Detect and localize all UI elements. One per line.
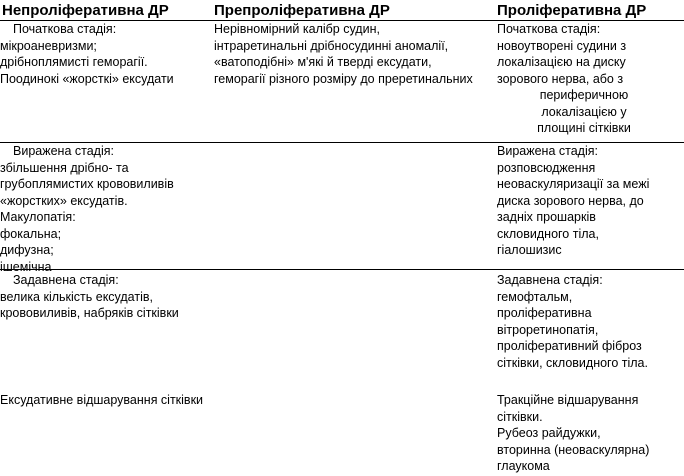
row2-col3-line: Виражена стадія: bbox=[497, 144, 598, 158]
row1-col1-cell bbox=[0, 21, 174, 87]
row1-col1-line: дрібноплямисті геморагії. bbox=[0, 55, 148, 69]
row3-col3-line: Задавнена стадія: bbox=[497, 273, 603, 287]
row3-col3-line: вітроретинопатія, bbox=[497, 322, 599, 337]
row3-col1-line: Задавнена стадія: bbox=[13, 273, 119, 287]
row2-col1-line: фокальна; bbox=[0, 226, 62, 241]
row3-col3-line: проліферативний фіброз bbox=[497, 339, 642, 353]
row1-col2-cell bbox=[214, 21, 473, 87]
row3-col1-line: велика кількість ексудатів, bbox=[0, 289, 153, 304]
row2-col1-line: дифузна; bbox=[0, 243, 54, 257]
row4-col3-line: сітківки. bbox=[497, 409, 543, 424]
header-col-2: Препроліферативна ДР bbox=[214, 2, 390, 19]
row1-col2-line: «ватоподібні» м'які й тверді ексудати, bbox=[214, 55, 432, 69]
row3-col3-line: сітківки, скловидного тіла. bbox=[497, 355, 648, 370]
row3-col1-cell bbox=[0, 272, 179, 322]
row3-col1-line: крововиливів, набряків сітківки bbox=[0, 306, 179, 320]
row2-col1-line: збільшення дрібно- та bbox=[0, 160, 129, 175]
row2-col3-line: задніх прошарків bbox=[497, 210, 596, 224]
row1-col3-line: зорового нерва, або з bbox=[497, 71, 624, 86]
row2-col1-line: Виражена стадія: bbox=[13, 144, 114, 158]
row2-col3-line: скловидного тіла, bbox=[497, 226, 599, 241]
row4-col3-cell bbox=[497, 392, 649, 475]
row2-col3-line: гіалошизис bbox=[497, 243, 562, 257]
row1-col2-line: Нерівномірний калібр судин, bbox=[214, 22, 380, 36]
row2-col3-line: неоваскуляризації за межі bbox=[497, 177, 650, 191]
row3-col3-line: гемофтальм, bbox=[497, 289, 573, 304]
row1-col2-line: інтраретинальні дрібносудинні аномалії, bbox=[214, 38, 449, 53]
row1-col1-line: Початкова стадія: bbox=[13, 22, 117, 36]
row2-col1-cell bbox=[0, 143, 174, 275]
row2-col1-line: грубоплямистих крововиливів bbox=[0, 177, 174, 191]
row1-col3-line: новоутворені судини з bbox=[497, 38, 627, 53]
header-col-1: Непроліферативна ДР bbox=[2, 2, 169, 19]
row2-col3-line: диска зорового нерва, до bbox=[497, 193, 644, 208]
row4-col3-line: вторинна (неоваскулярна) bbox=[497, 442, 650, 457]
row1-col3-line: локалізацією на диску bbox=[497, 55, 626, 69]
row2-col1-line: Макулопатія: bbox=[0, 210, 76, 224]
row2-col1-line: «жорстких» ексудатів. bbox=[0, 193, 128, 208]
header-col-3: Проліферативна ДР bbox=[497, 2, 647, 19]
row2-col3-cell bbox=[497, 143, 649, 259]
row1-col3-line: Початкова стадія: bbox=[497, 22, 601, 36]
row4-col3-line: глаукома bbox=[497, 459, 550, 473]
row4-col1-line: Ексудативне відшарування сітківки bbox=[0, 393, 204, 407]
row1-col3-line: площині сітківки bbox=[537, 121, 631, 135]
row2-col1-line: ішемічна bbox=[0, 259, 52, 274]
row1-col2-line: геморагії різного розміру до преретинальних bbox=[214, 71, 473, 86]
row1-col3-line: локалізацією у bbox=[541, 104, 627, 119]
row4-col1-cell bbox=[0, 392, 203, 409]
row3-col3-cell bbox=[497, 272, 648, 371]
row1-col1-line: мікроаневризми; bbox=[0, 38, 97, 53]
row2-col3-line: розповсюдження bbox=[497, 160, 596, 175]
row4-col3-line: Тракційне відшарування bbox=[497, 393, 639, 407]
row1-col1-line: Поодинокі «жорсткі» ексудати bbox=[0, 71, 174, 86]
row3-col3-line: проліферативна bbox=[497, 306, 592, 320]
row1-col3-line: периферичною bbox=[539, 88, 629, 102]
row4-col3-line: Рубеоз райдужки, bbox=[497, 426, 601, 440]
row1-col3-cell bbox=[497, 21, 671, 137]
